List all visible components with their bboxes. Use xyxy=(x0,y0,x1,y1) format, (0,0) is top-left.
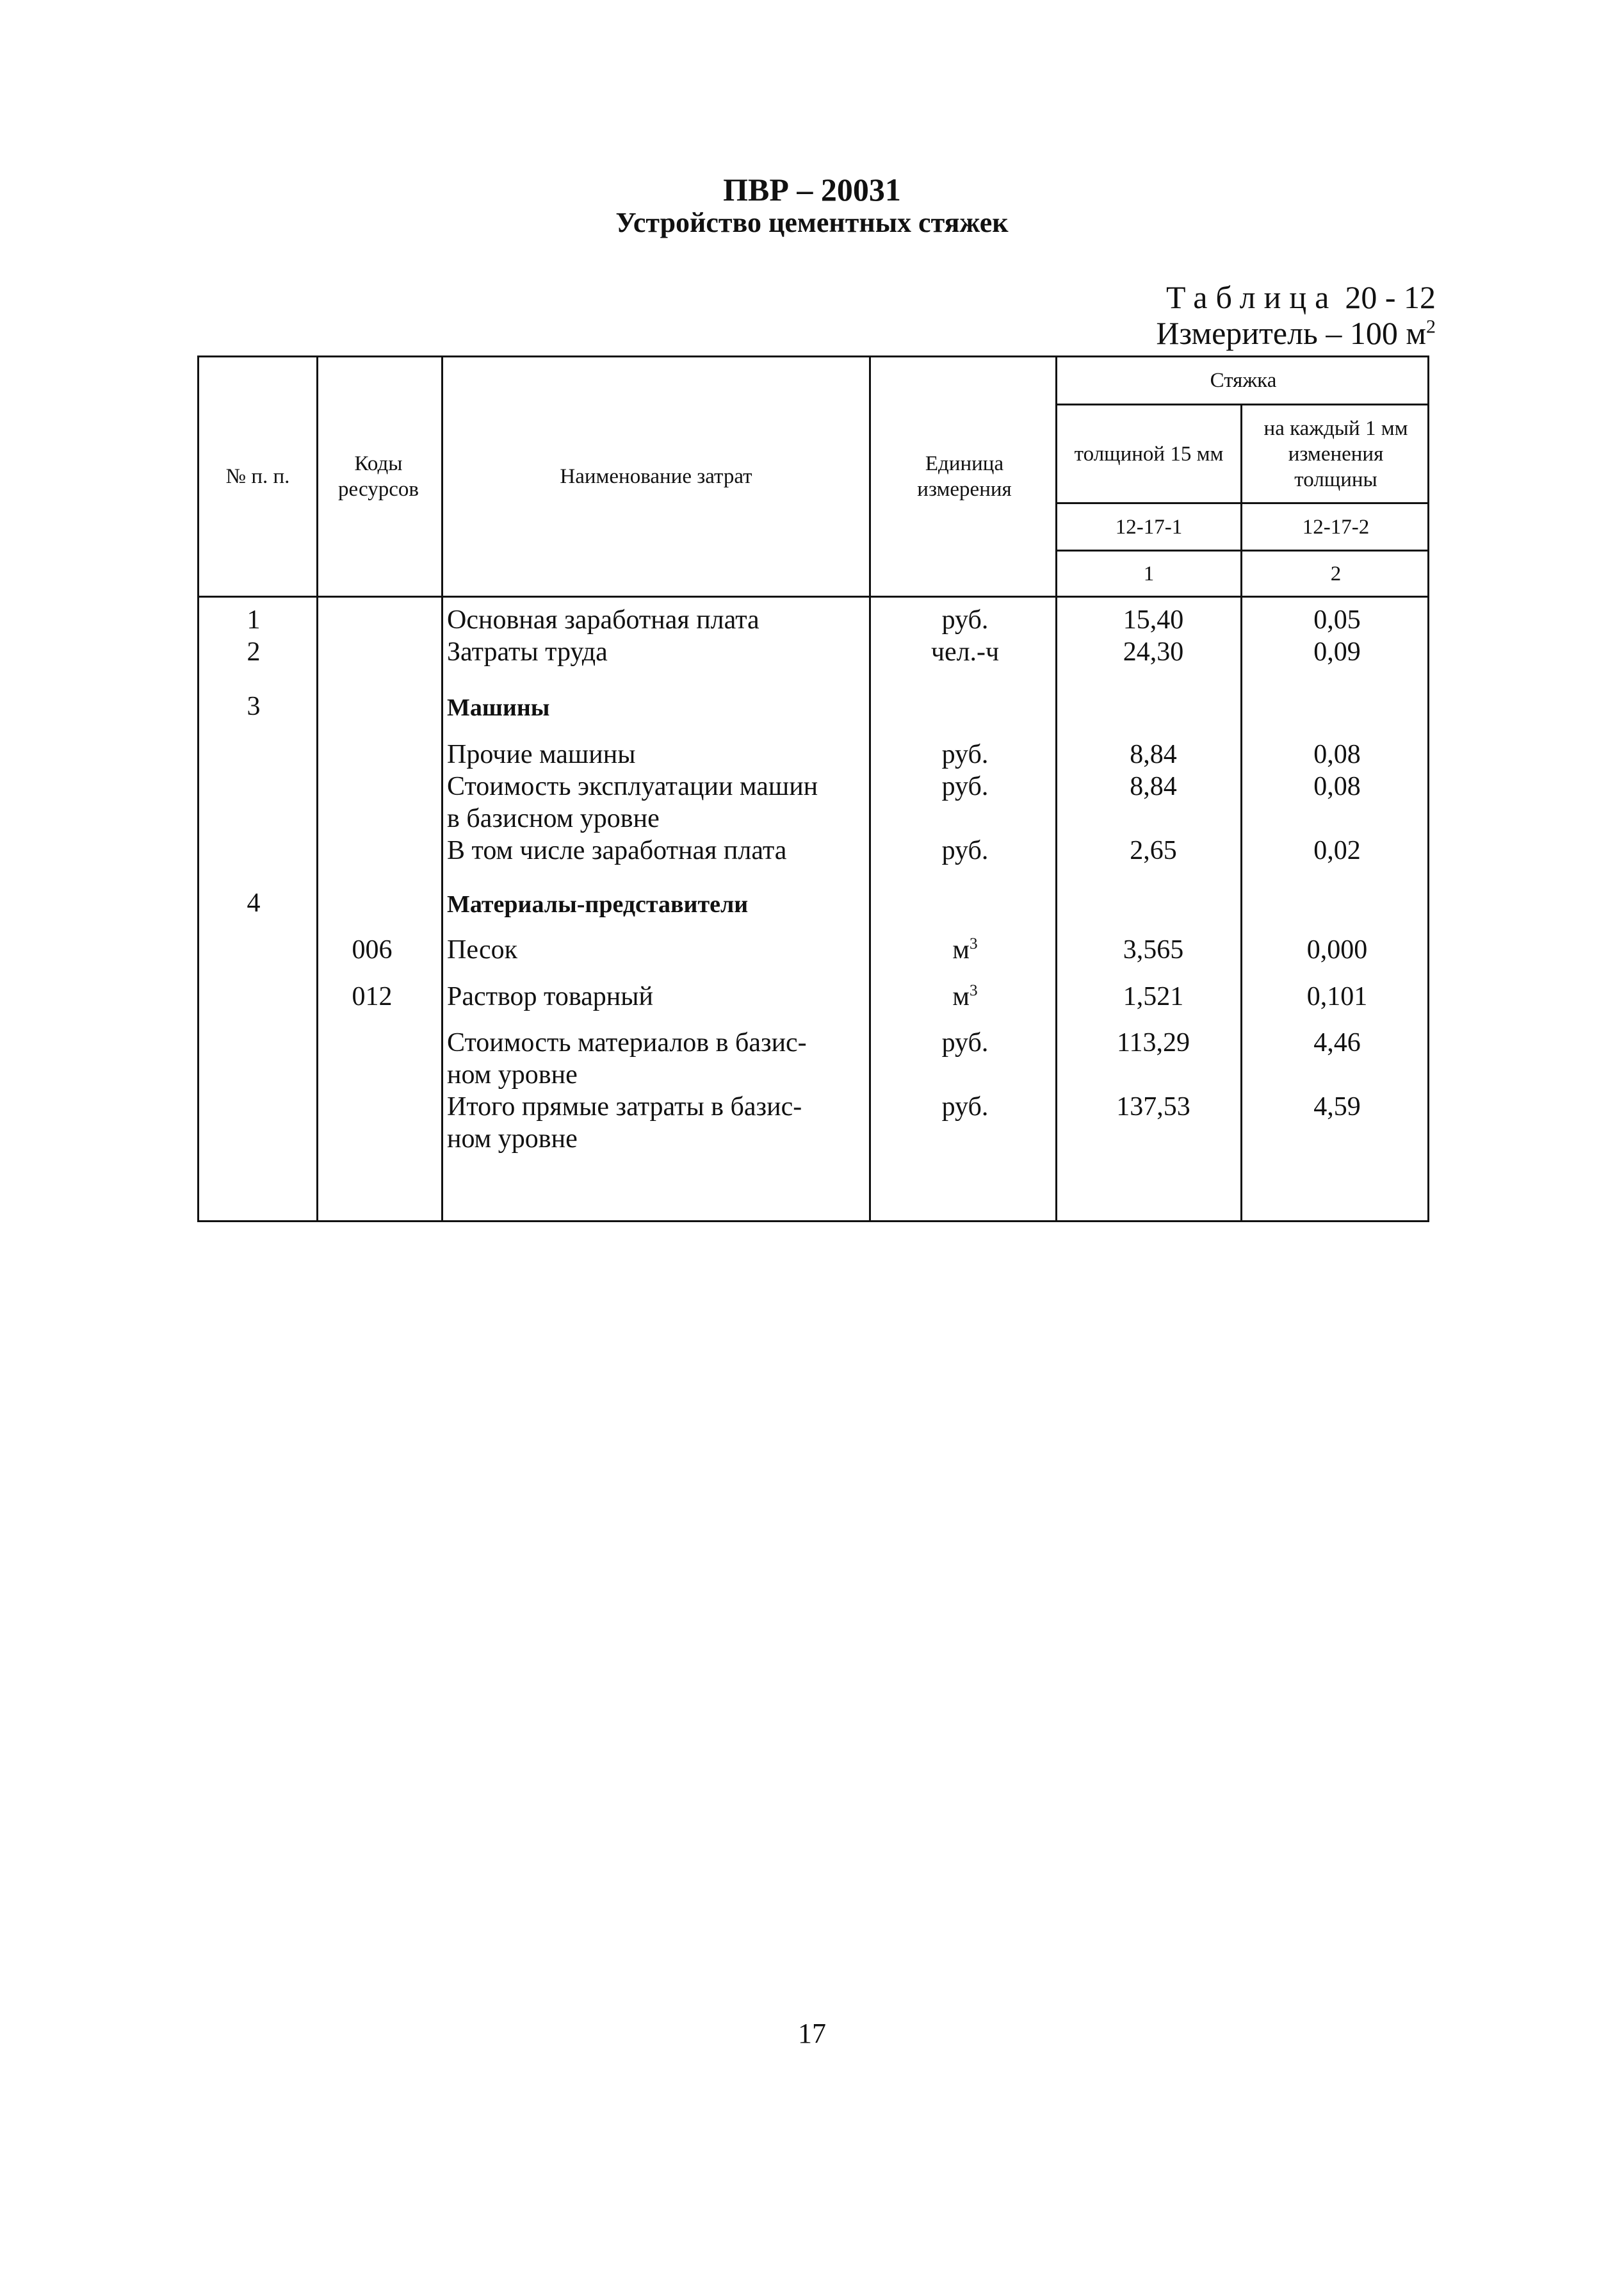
measure-sup: 2 xyxy=(1426,316,1436,338)
header-name: Наименование затрат xyxy=(560,465,752,488)
header-idx2: 2 xyxy=(1330,562,1342,585)
row-sand-unit-sup: 3 xyxy=(969,935,978,952)
table-number: 20 - 12 xyxy=(1345,279,1436,315)
header-code2: 12-17-2 xyxy=(1302,515,1370,539)
row-other-machines-value-1: 8,84 xyxy=(1130,740,1177,769)
row-machine-cost-value-2: 0,08 xyxy=(1313,772,1361,801)
row-2-value-1: 24,30 xyxy=(1123,637,1184,667)
header-code1: 12-17-1 xyxy=(1115,515,1183,539)
row-mortar-unit xyxy=(872,981,1058,1013)
measure-caption xyxy=(1156,315,1436,351)
header-codes: Коды ресурсов xyxy=(338,452,419,501)
row-1-value-2: 0,05 xyxy=(1313,605,1361,635)
row-mortar-code: 012 xyxy=(352,982,393,1011)
row-sand-value-1: 3,565 xyxy=(1123,935,1184,965)
row-3-num: 3 xyxy=(247,692,261,721)
row-other-machines-value-2: 0,08 xyxy=(1313,740,1361,769)
row-2-value-2: 0,09 xyxy=(1313,637,1361,667)
row-machine-cost-unit: руб. xyxy=(941,772,989,801)
row-sand-unit-text: м xyxy=(952,935,970,965)
row-2-num: 2 xyxy=(247,637,261,667)
row-machine-cost-name-cont: в базисном уровне xyxy=(447,804,660,833)
header-col2: на каждый 1 мм изменения толщины xyxy=(1263,416,1408,491)
row-other-machines-unit: руб. xyxy=(941,740,989,769)
row-1-value-1: 15,40 xyxy=(1123,605,1184,635)
header-group: Стяжка xyxy=(1210,369,1277,392)
row-4-num: 4 xyxy=(247,888,261,918)
row-1-num: 1 xyxy=(247,605,261,635)
row-sand-value-2: 0,000 xyxy=(1306,935,1368,965)
row-mortar-unit-text: м xyxy=(952,982,970,1011)
row-machine-cost-name: Стоимость эксплуатации машин xyxy=(447,772,818,801)
row-other-machines-name: Прочие машины xyxy=(447,740,636,769)
row-2-unit: чел.-ч xyxy=(930,637,1000,667)
row-materials-cost-value-2: 4,46 xyxy=(1313,1028,1361,1058)
row-mortar-name: Раствор товарный xyxy=(447,982,653,1011)
section-materials: Материалы-представители xyxy=(447,891,749,918)
row-1-unit: руб. xyxy=(941,605,989,635)
table-label: Таблица xyxy=(1166,279,1338,315)
row-materials-cost-unit: руб. xyxy=(941,1028,989,1058)
row-machine-cost-value-1: 8,84 xyxy=(1130,772,1177,801)
table-caption xyxy=(1166,279,1436,315)
row-mortar-unit-sup: 3 xyxy=(969,982,978,999)
document-code: ПВР – 20031 xyxy=(723,172,901,208)
row-total-direct-value-1: 137,53 xyxy=(1116,1092,1190,1122)
row-materials-cost-name-cont: ном уровне xyxy=(447,1060,578,1090)
section-machines: Машины xyxy=(447,694,550,721)
row-sand-name: Песок xyxy=(447,935,518,965)
header-idx1: 1 xyxy=(1143,562,1155,585)
row-total-direct-name: Итого прямые затраты в базис- xyxy=(447,1092,802,1122)
row-incl-wages-name: В том числе заработная плата xyxy=(447,836,787,865)
row-sand-code: 006 xyxy=(352,935,393,965)
page-number: 17 xyxy=(798,2018,826,2049)
cost-table xyxy=(197,356,1429,1222)
row-1-name: Основная заработная плата xyxy=(447,605,759,635)
header-unit: Единица измерения xyxy=(917,452,1012,501)
header-col1: толщиной 15 мм xyxy=(1074,442,1224,466)
measure-label: Измеритель – 100 м xyxy=(1156,315,1426,351)
header-bottom-rule xyxy=(199,596,1429,598)
row-total-direct-name-cont: ном уровне xyxy=(447,1124,578,1154)
row-total-direct-value-2: 4,59 xyxy=(1313,1092,1361,1122)
row-2-name: Затраты труда xyxy=(447,637,608,667)
row-materials-cost-value-1: 113,29 xyxy=(1117,1028,1190,1058)
row-mortar-value-1: 1,521 xyxy=(1123,982,1184,1011)
row-incl-wages-unit: руб. xyxy=(941,836,989,865)
row-mortar-value-2: 0,101 xyxy=(1306,982,1368,1011)
col-rule xyxy=(316,357,318,1220)
row-materials-cost-name: Стоимость материалов в базис- xyxy=(447,1028,807,1058)
row-sand-unit xyxy=(872,934,1058,966)
document-title: Устройство цементных стяжек xyxy=(615,207,1009,238)
header-num: № п. п. xyxy=(225,465,290,488)
col-rule xyxy=(869,357,871,1220)
row-total-direct-unit: руб. xyxy=(941,1092,989,1122)
row-incl-wages-value-2: 0,02 xyxy=(1313,836,1361,865)
row-incl-wages-value-1: 2,65 xyxy=(1130,836,1177,865)
